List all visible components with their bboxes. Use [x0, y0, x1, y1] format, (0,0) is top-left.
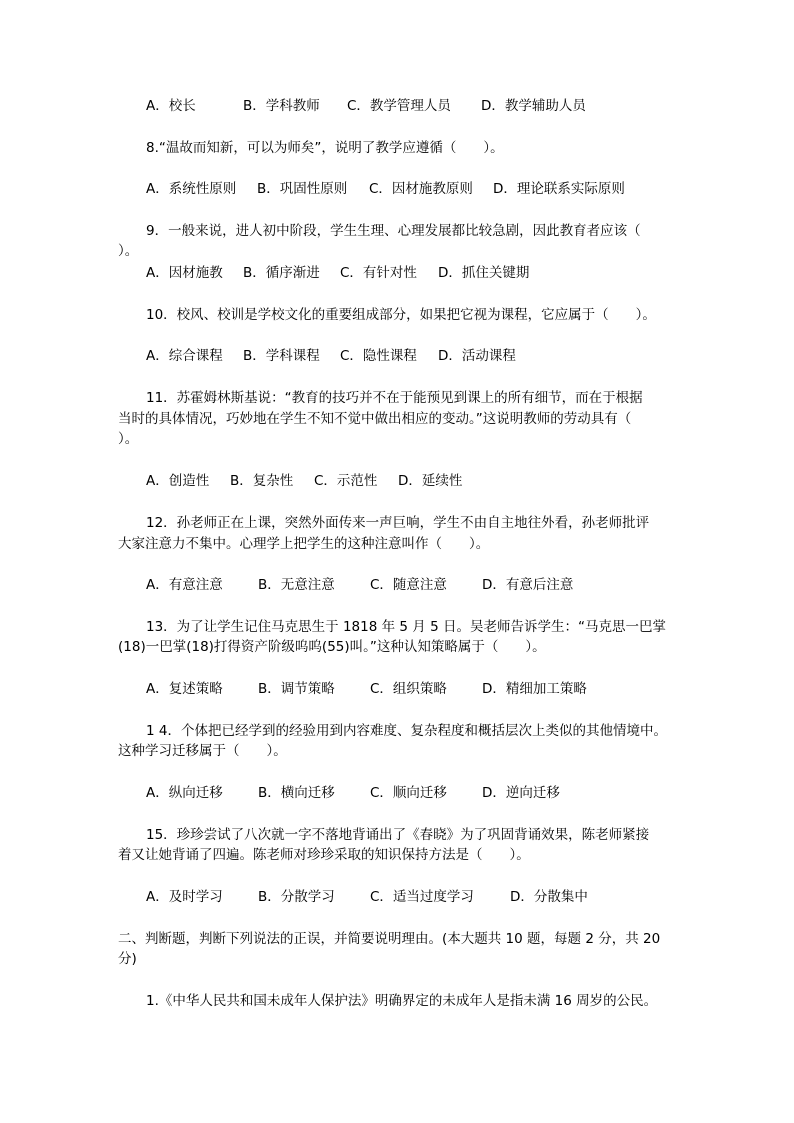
q15-option-d: D．分散集中 — [510, 889, 588, 905]
q9-option-a: A．因材施教 — [146, 265, 223, 281]
q14-option-c: C．顺向迁移 — [370, 785, 447, 801]
q11-option-d: D．延续性 — [398, 473, 463, 489]
q15-option-a: A．及时学习 — [146, 889, 223, 905]
q8-option-a: A．系统性原则 — [146, 181, 237, 197]
q9-option-d: D．抓住关键期 — [438, 265, 530, 281]
q9-option-c: C．有针对性 — [340, 265, 417, 281]
q11-option-c: C．示范性 — [314, 473, 378, 489]
q15-options — [146, 888, 588, 906]
q9-option-b: B．循序渐进 — [243, 265, 320, 281]
q14-option-b: B．横向迁移 — [258, 785, 335, 801]
q15-line2: 着又让她背诵了四遍。陈老师对珍珍采取的知识保持方法是（ ）。 — [118, 847, 530, 863]
q12-option-b: B．无意注意 — [258, 577, 335, 593]
section2-heading-line1: 二、判断题，判断下列说法的正误，并简要说明理由。(本大题共 10 题，每题 2 分，共 20 — [118, 931, 661, 947]
q12-option-a: A．有意注意 — [146, 577, 223, 593]
q8-option-b: B．巩固性原则 — [257, 181, 348, 197]
q11-option-b: B．复杂性 — [230, 473, 294, 489]
q8-option-c: C．因材施教原则 — [369, 181, 473, 197]
q7-options — [146, 97, 586, 115]
q9-line2: ）。 — [118, 243, 139, 259]
q10-option-a: A．综合课程 — [146, 348, 223, 364]
q10-options — [146, 347, 516, 365]
q9-line1: 9．一般来说，进人初中阶段，学生生理、心理发展都比较急剧，因此教育者应该（ — [146, 223, 641, 239]
q11-line2: 当时的具体情况，巧妙地在学生不知不觉中做出相应的变动。”这说明教师的劳动具有（ — [118, 411, 632, 427]
q12-line2: 大家注意力不集中。心理学上把学生的这种注意叫作（ ）。 — [118, 536, 490, 552]
q7-option-c: C．教学管理人员 — [347, 98, 451, 114]
q15-option-c: C．适当过度学习 — [370, 889, 474, 905]
q12-option-d: D．有意后注意 — [482, 577, 574, 593]
q11-line3: ）。 — [118, 431, 139, 447]
q13-option-a: A．复述策略 — [146, 681, 223, 697]
q15-option-b: B．分散学习 — [258, 889, 335, 905]
q14-options — [146, 784, 560, 802]
q11-line1: 11．苏霍姆林斯基说：“教育的技巧并不在于能预见到课上的所有细节，而在于根据 — [146, 390, 643, 406]
q13-line1: 13．为了让学生记住马克思生于 1818 年 5 月 5 日。吴老师告诉学生：“马克思一巴掌 — [146, 619, 666, 635]
q13-option-c: C．组织策略 — [370, 681, 447, 697]
q13-options — [146, 680, 587, 698]
q12-options — [146, 576, 573, 594]
q12-line1: 12．孙老师正在上课，突然外面传来一声巨响，学生不由自主地往外看，孙老师批评 — [146, 515, 650, 531]
q14-line1: 1 4．个体把已经学到的经验用到内容难度、复杂程度和概括层次上类似的其他情境中。 — [146, 723, 667, 739]
q13-line2: (18)一巴掌(18)打得资产阶级呜呜(55)叫。”这种认知策略属于（ ）。 — [118, 639, 546, 655]
q9-options — [146, 264, 529, 282]
q13-option-d: D．精细加工策略 — [482, 681, 587, 697]
q13-option-b: B．调节策略 — [258, 681, 335, 697]
q7-option-d: D．教学辅助人员 — [481, 98, 586, 114]
q8-option-d: D．理论联系实际原则 — [493, 181, 625, 197]
section2-heading-line2: 分) — [118, 951, 137, 967]
q11-option-a: A．创造性 — [146, 473, 210, 489]
q14-line2: 这种学习迁移属于（ ）。 — [118, 743, 287, 759]
q15-line1: 15．珍珍尝试了八次就一字不落地背诵出了《春晓》为了巩固背诵效果，陈老师紧接 — [146, 827, 650, 843]
q10-option-d: D．活动课程 — [438, 348, 516, 364]
q10-text: 10．校风、校训是学校文化的重要组成部分，如果把它视为课程，它应属于（ ）。 — [146, 307, 656, 323]
q10-option-b: B．学科课程 — [243, 348, 320, 364]
q14-option-a: A．纵向迁移 — [146, 785, 223, 801]
q7-option-a: A．校长 — [146, 98, 196, 114]
q14-option-d: D．逆向迁移 — [482, 785, 560, 801]
q8-options — [146, 180, 625, 198]
q11-options — [146, 472, 462, 490]
q12-option-c: C．随意注意 — [370, 577, 447, 593]
q7-option-b: B．学科教师 — [243, 98, 320, 114]
tf1-text: 1.《中华人民共和国未成年人保护法》明确界定的未成年人是指未满 16 周岁的公民。 — [146, 993, 658, 1009]
q10-option-c: C．隐性课程 — [340, 348, 417, 364]
q8-text: 8.“温故而知新，可以为师矣”，说明了教学应遵循（ ）。 — [146, 140, 504, 156]
